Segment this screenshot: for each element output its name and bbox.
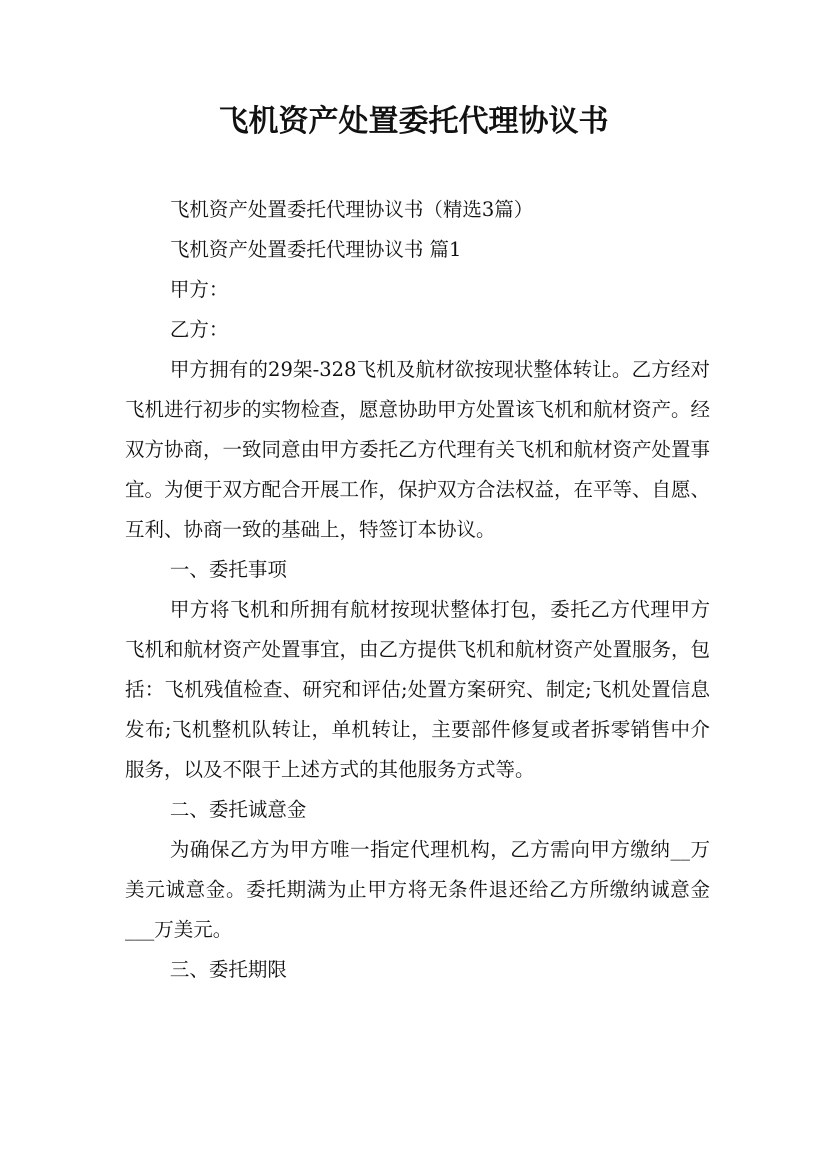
party-b-line: 乙方： [169,318,229,341]
clause-heading-2: 二、委托诚意金 [169,798,307,821]
section-heading: 飞机资产处置委托代理协议书 篇1 [169,238,462,261]
clause-paragraph-2: 为确保乙方为甲方唯一指定代理机构，乙方需向甲方缴纳__万美元诚意金。委托期满为止甲方将无条件退还给乙方所缴纳诚意金___万美元。 [125,838,710,941]
document-title: 飞机资产处置委托代理协议书 [218,104,609,139]
subtitle-paragraph: 飞机资产处置委托代理协议书（精选3篇） [169,198,534,221]
clause-heading-1: 一、委托事项 [169,558,287,581]
document-body [125,190,710,990]
intro-paragraph: 甲方拥有的29架-328飞机及航材欲按现状整体转让。乙方经对飞机进行初步的实物检查，愿意协助甲方处置该飞机和航材资产。经双方协商，一致同意由甲方委托乙方代理有关飞机和航材资产处置事宜。为便于双方配合开展工作，保护双方合法权益，在平等、自愿、互利、协商一致的基础上，特签订本协议。 [125,358,711,541]
clause-paragraph-1: 甲方将飞机和所拥有航材按现状整体打包，委托乙方代理甲方飞机和航材资产处置事宜，由乙方提供飞机和航材资产处置服务，包括：飞机残值检查、研究和评估;处置方案研究、制定;飞机处置信息发布;飞机整机队转让，单机转让，主要部件修复或者拆零销售中介服务，以及不限于上述方式的其他服务方式等。 [125,598,711,781]
party-a-line: 甲方： [169,278,229,301]
clause-heading-3: 三、委托期限 [169,958,287,981]
